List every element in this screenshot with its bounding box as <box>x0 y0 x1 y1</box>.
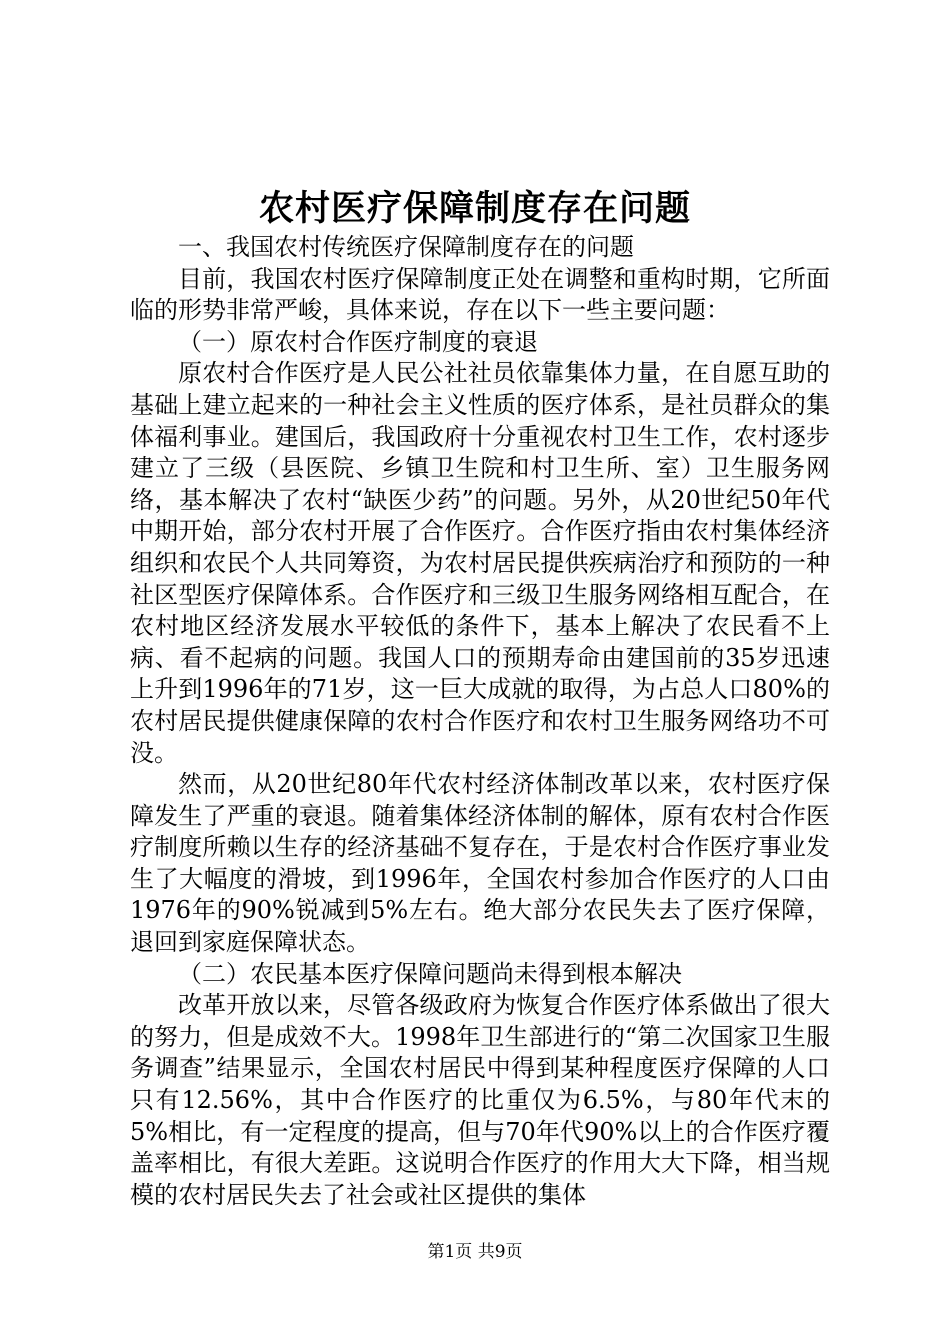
subsection-heading-2: （二）农民基本医疗保障问题尚未得到根本解决 <box>178 959 682 988</box>
page-number-footer: 第1页 共9页 <box>427 1242 523 1262</box>
document-body <box>130 232 830 1211</box>
paragraph-cooperative-history: 原农村合作医疗是人民公社社员依靠集体力量，在自愿互助的基础上建立起来的一种社会主义性质的医疗体系，是社员群众的集体福利事业。建国后，我国政府十分重视农村卫生工作，农村逐步建立了三级（县医院、乡镇卫生院和村卫生所、室）卫生服务网络，基本解决了农村“缺医少药”的问题。另外，从20世纪50年代中期开始，部分农村开展了合作医疗。合作医疗指由农村集体经济组织和农民个人共同筹资，为农村居民提供疾病治疗和预防的一种社区型医疗保障体系。合作医疗和三级卫生服务网络相互配合，在农村地区经济发展水平较低的条件下，基本上解决了农民看不上病、看不起病的问题。我国人口的预期寿命由建国前的35岁迅速上升到1996年的71岁，这一巨大成就的取得，为占总人口80%的农村居民提供健康保障的农村合作医疗和农村卫生服务网络功不可没。 <box>130 359 830 767</box>
paragraph-decline: 然而，从20世纪80年代农村经济体制改革以来，农村医疗保障发生了严重的衰退。随着集体经济体制的解体，原有农村合作医疗制度所赖以生存的经济基础不复存在，于是农村合作医疗事业发生了大幅度的滑坡，到1996年，全国农村参加合作医疗的人口由1976年的90%锐减到5%左右。绝大部分农民失去了医疗保障，退回到家庭保障状态。 <box>130 770 830 957</box>
section-heading-1: 一、我国农村传统医疗保障制度存在的问题 <box>178 233 634 261</box>
paragraph-reform: 改革开放以来，尽管各级政府为恢复合作医疗体系做出了很大的努力，但是成效不大。1998年卫生部进行的“第二次国家卫生服务调查”结果显示，全国农村居民中得到某种程度医疗保障的人口只有12.56%，其中合作医疗的比重仅为6.5%，与80年代末的5%相比，有一定程度的提高，但与70年代90%以上的合作医疗覆盖率相比，有很大差距。这说明合作医疗的作用大大下降，相当规模的农村居民失去了社会或社区提供的集体 <box>130 991 830 1209</box>
document-title: 农村医疗保障制度存在问题 <box>258 188 691 229</box>
subsection-heading-1: （一）原农村合作医疗制度的衰退 <box>178 327 538 356</box>
paragraph-intro: 目前，我国农村医疗保障制度正处在调整和重构时期，它所面临的形势非常严峻，具体来说，存在以下一些主要问题： <box>130 264 830 325</box>
